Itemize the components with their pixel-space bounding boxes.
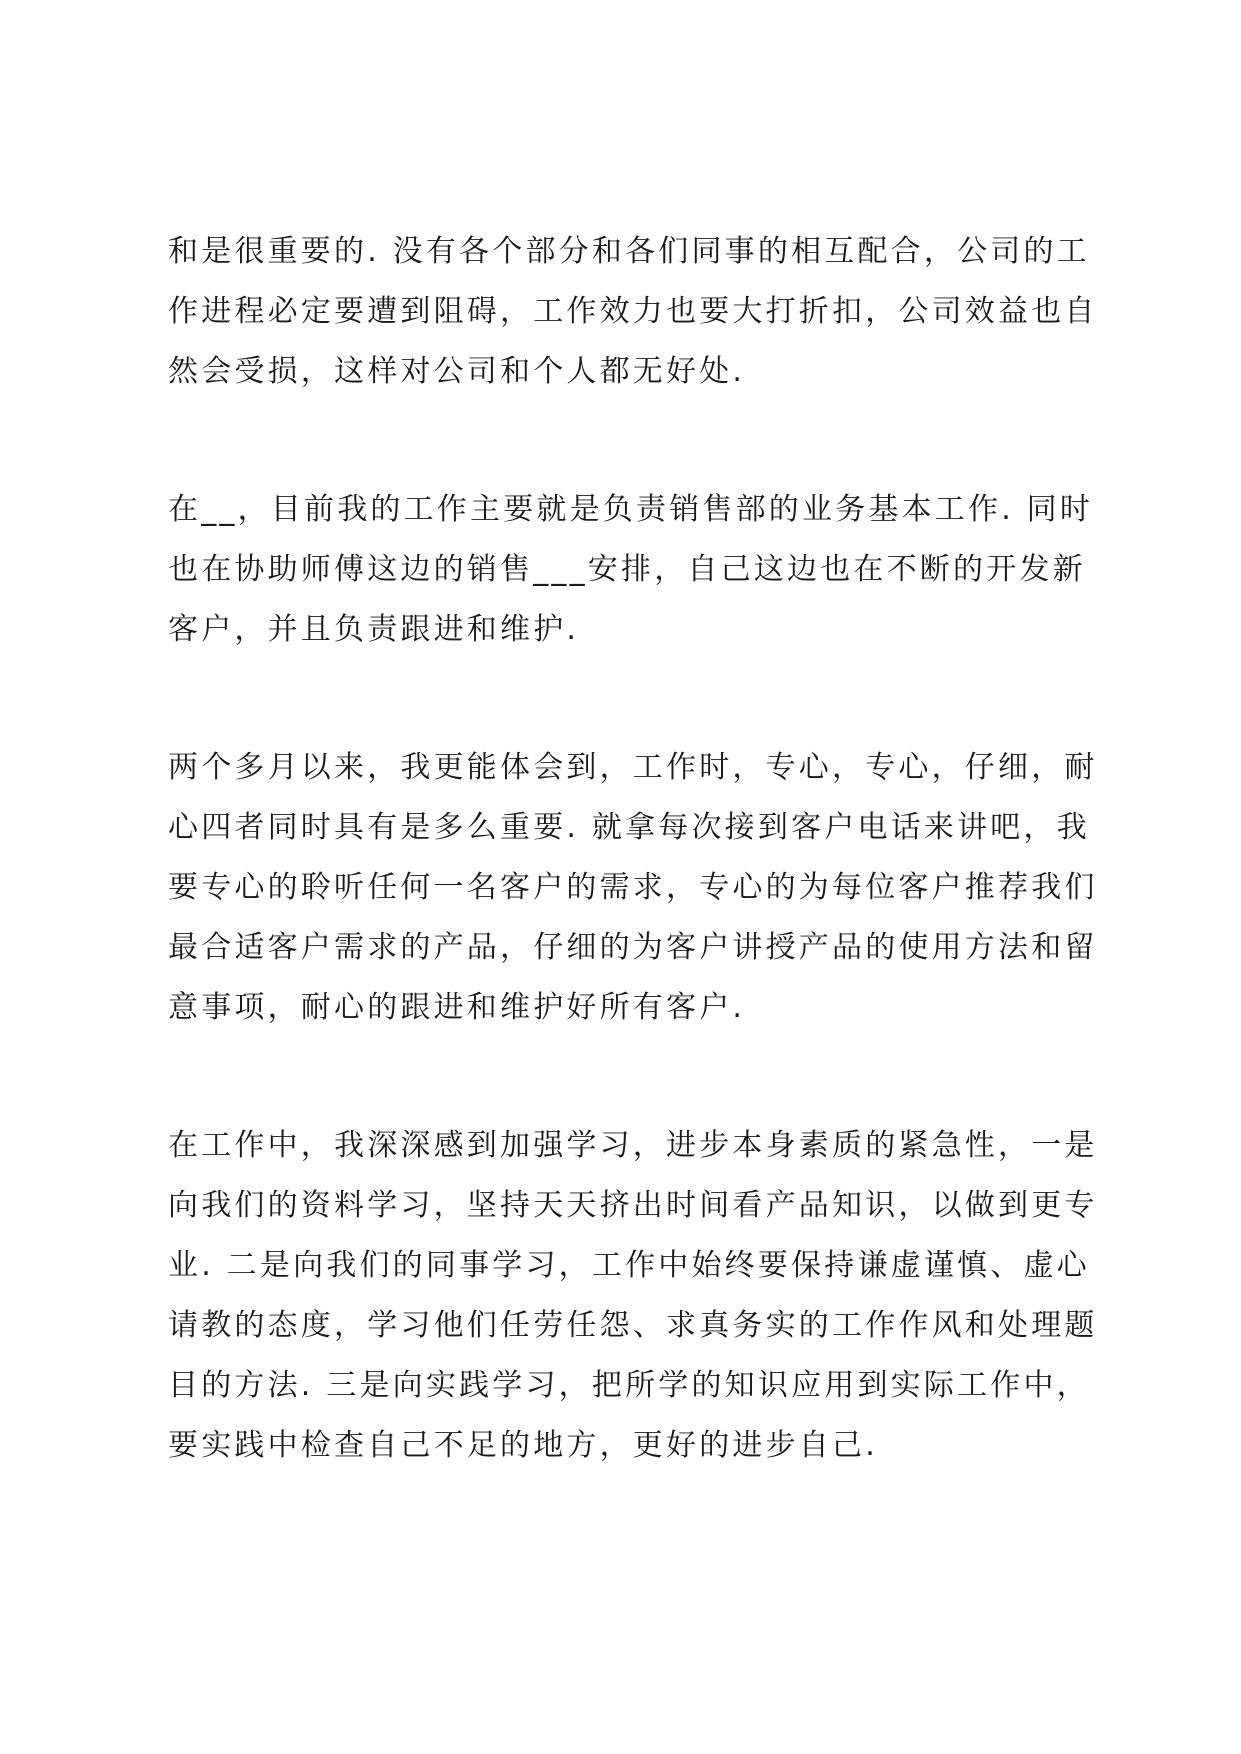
paragraph-line: 在工作中，我深深感到加强学习，进步本身素质的紧急性，一是 [168, 1128, 1098, 1163]
paragraph-line: 业. 二是向我们的同事学习，工作中始终要保持谦虚谨慎、虚心 [168, 1248, 1090, 1283]
paragraph-teamwork [168, 222, 1098, 402]
paragraph-line: 在__，目前我的工作主要就是负责销售部的业务基本工作. 同时 [168, 492, 1094, 527]
paragraph-line: 和是很重要的. 没有各个部分和各们同事的相互配合，公司的工 [168, 234, 1090, 269]
paragraph-line: 目的方法. 三是向实践学习，把所学的知识应用到实际工作中， [168, 1368, 1090, 1403]
paragraph-line: 向我们的资料学习，坚持天天挤出时间看产品知识，以做到更专 [168, 1188, 1098, 1223]
paragraph-line: 意事项，耐心的跟进和维护好所有客户. [168, 990, 746, 1025]
document-body [168, 222, 1098, 1554]
paragraph-experience [168, 738, 1098, 1038]
paragraph-line: 两个多月以来，我更能体会到，工作时，专心，专心，仔细，耐 [168, 750, 1098, 785]
paragraph-line: 心四者同时具有是多么重要. 就拿每次接到客户电话来讲吧，我 [168, 810, 1090, 845]
paragraph-line: 也在协助师傅这边的销售___安排，自己这边也在不断的开发新 [168, 552, 1086, 587]
paragraph-line: 要专心的聆听任何一名客户的需求，专心的为每位客户推荐我们 [168, 870, 1098, 905]
paragraph-line: 最合适客户需求的产品，仔细的为客户讲授产品的使用方法和留 [168, 930, 1098, 965]
paragraph-line: 作进程必定要遭到阻碍，工作效力也要大打折扣，公司效益也自 [168, 294, 1098, 329]
paragraph-current-work [168, 480, 1094, 660]
paragraph-line: 要实践中检查自己不足的地方，更好的进步自己. [168, 1428, 878, 1463]
paragraph-line: 然会受损，这样对公司和个人都无好处. [168, 354, 746, 389]
paragraph-line: 客户，并且负责跟进和维护. [168, 612, 580, 647]
paragraph-line: 请教的态度，学习他们任劳任怨、求真务实的工作作风和处理题 [168, 1308, 1098, 1343]
paragraph-learning [168, 1116, 1098, 1476]
